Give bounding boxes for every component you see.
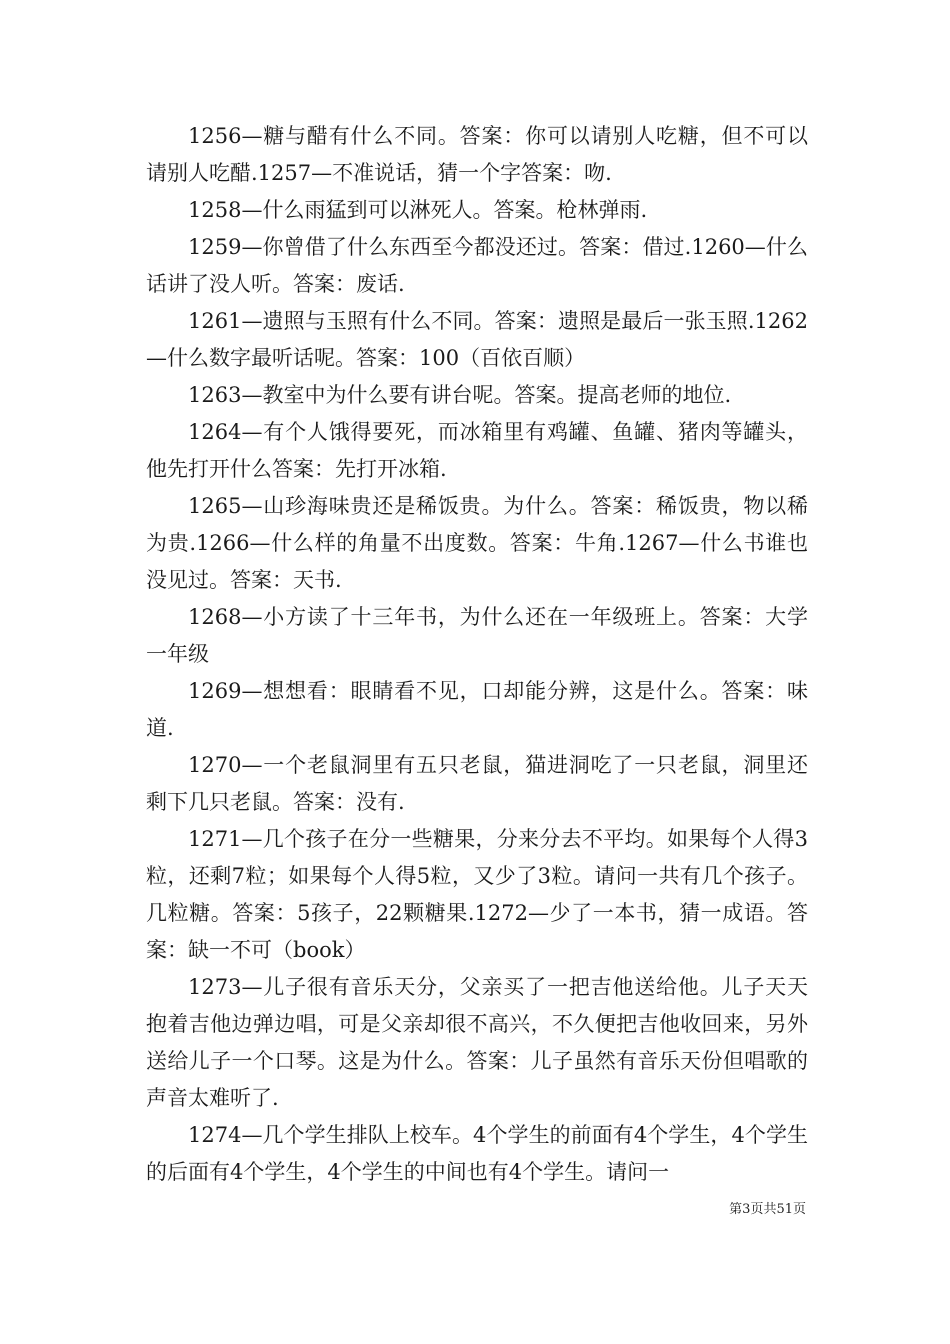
paragraph-1259: 1259—你曾借了什么东西至今都没还过。答案：借过.1260—什么话讲了没人听。答案：废话.	[146, 235, 808, 296]
paragraph-1256: 1256—糖与醋有什么不同。答案：你可以请别人吃糖，但不可以请别人吃醋.1257—不准说话，猜一个字答案：吻.	[146, 124, 808, 185]
paragraph-1274: 1274—几个学生排队上校车。4个学生的前面有4个学生，4个学生的后面有4个学生，4个学生的中间也有4个学生。请问一	[146, 1123, 808, 1184]
document-body	[146, 118, 808, 1191]
paragraph-1270: 1270—一个老鼠洞里有五只老鼠，猫进洞吃了一只老鼠，洞里还剩下几只老鼠。答案：没有.	[146, 753, 808, 814]
paragraph-1263: 1263—教室中为什么要有讲台呢。答案。提高老师的地位.	[188, 383, 732, 407]
paragraph-1265: 1265—山珍海味贵还是稀饭贵。为什么。答案：稀饭贵，物以稀为贵.1266—什么样的角量不出度数。答案：牛角.1267—什么书谁也没见过。答案：天书.	[146, 494, 808, 592]
paragraph-1268: 1268—小方读了十三年书，为什么还在一年级班上。答案：大学一年级	[146, 605, 808, 666]
paragraph-1264: 1264—有个人饿得要死，而冰箱里有鸡罐、鱼罐、猪肉等罐头，他先打开什么答案：先打开冰箱.	[146, 420, 808, 481]
paragraph-1258: 1258—什么雨猛到可以淋死人。答案。枪林弹雨.	[188, 198, 648, 222]
paragraph-1273: 1273—儿子很有音乐天分，父亲买了一把吉他送给他。儿子天天抱着吉他边弹边唱，可是父亲却很不高兴，不久便把吉他收回来，另外送给儿子一个口琴。这是为什么。答案：儿子虽然有音乐天份但唱歌的声音太难听了.	[146, 975, 808, 1110]
paragraph-1269: 1269—想想看：眼睛看不见，口却能分辨，这是什么。答案：味道.	[146, 679, 808, 740]
page-number: 第3页共51页	[729, 1202, 806, 1217]
paragraph-1271: 1271—几个孩子在分一些糖果，分来分去不平均。如果每个人得3粒，还剩7粒；如果每个人得5粒，又少了3粒。请问一共有几个孩子。几粒糖。答案：5孩子，22颗糖果.1272—少了一本书，猜一成语。答案：缺一不可（book）	[146, 827, 808, 962]
paragraph-1261: 1261—遗照与玉照有什么不同。答案：遗照是最后一张玉照.1262—什么数字最听话呢。答案：100（百依百顺）	[146, 309, 808, 370]
